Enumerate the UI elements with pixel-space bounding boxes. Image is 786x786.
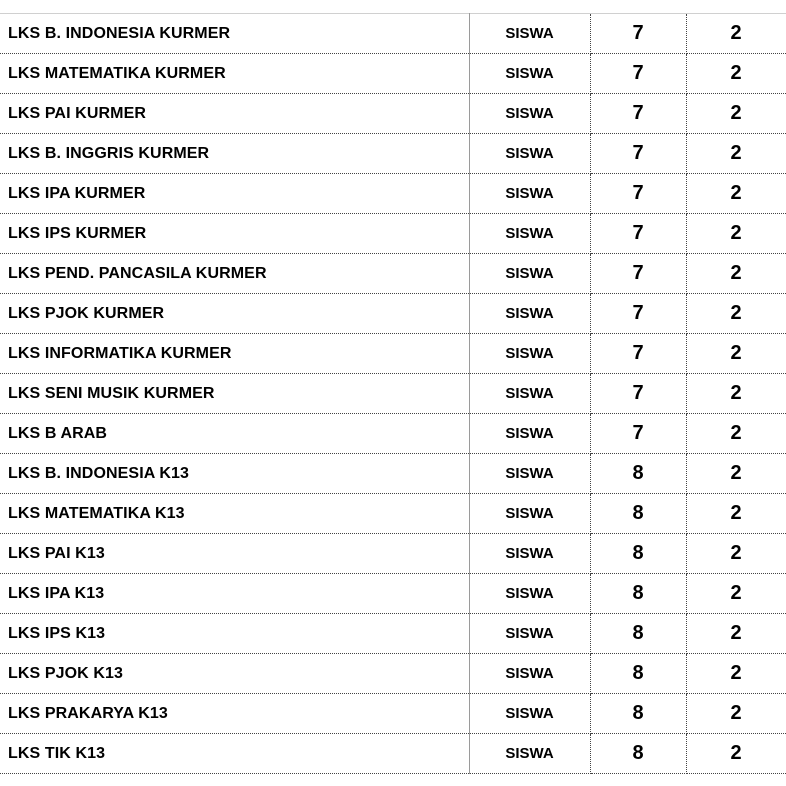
target-user-cell: SISWA <box>469 534 590 574</box>
semester-cell: 2 <box>686 614 786 654</box>
target-user-cell: SISWA <box>469 134 590 174</box>
book-title-cell: LKS IPA K13 <box>0 574 469 614</box>
book-list-body <box>0 14 786 774</box>
grade-cell: 8 <box>590 694 686 734</box>
grade-cell: 8 <box>590 574 686 614</box>
table-row <box>0 254 786 294</box>
book-title-cell: LKS PEND. PANCASILA KURMER <box>0 254 469 294</box>
book-list-table <box>0 13 786 774</box>
target-user-cell: SISWA <box>469 734 590 774</box>
book-title-cell: LKS PAI KURMER <box>0 94 469 134</box>
target-user-cell: SISWA <box>469 574 590 614</box>
grade-cell: 7 <box>590 294 686 334</box>
book-title-cell: LKS PAI K13 <box>0 534 469 574</box>
table-row <box>0 94 786 134</box>
grade-cell: 7 <box>590 214 686 254</box>
book-title-cell: LKS B. INGGRIS KURMER <box>0 134 469 174</box>
target-user-cell: SISWA <box>469 94 590 134</box>
grade-cell: 8 <box>590 454 686 494</box>
grade-cell: 7 <box>590 334 686 374</box>
semester-cell: 2 <box>686 334 786 374</box>
book-title-cell: LKS PRAKARYA K13 <box>0 694 469 734</box>
book-title-cell: LKS SENI MUSIK KURMER <box>0 374 469 414</box>
book-title-cell: LKS B. INDONESIA K13 <box>0 454 469 494</box>
table-row <box>0 134 786 174</box>
table-row <box>0 14 786 54</box>
target-user-cell: SISWA <box>469 14 590 54</box>
grade-cell: 7 <box>590 14 686 54</box>
semester-cell: 2 <box>686 14 786 54</box>
target-user-cell: SISWA <box>469 654 590 694</box>
grade-cell: 8 <box>590 734 686 774</box>
book-title-cell: LKS B ARAB <box>0 414 469 454</box>
book-title-cell: LKS INFORMATIKA KURMER <box>0 334 469 374</box>
semester-cell: 2 <box>686 454 786 494</box>
book-title-cell: LKS MATEMATIKA K13 <box>0 494 469 534</box>
book-title-cell: LKS B. INDONESIA KURMER <box>0 14 469 54</box>
semester-cell: 2 <box>686 534 786 574</box>
target-user-cell: SISWA <box>469 454 590 494</box>
semester-cell: 2 <box>686 494 786 534</box>
book-title-cell: LKS IPA KURMER <box>0 174 469 214</box>
target-user-cell: SISWA <box>469 694 590 734</box>
target-user-cell: SISWA <box>469 174 590 214</box>
table-row <box>0 494 786 534</box>
semester-cell: 2 <box>686 94 786 134</box>
table-row <box>0 694 786 734</box>
grade-cell: 7 <box>590 54 686 94</box>
semester-cell: 2 <box>686 694 786 734</box>
table-row <box>0 214 786 254</box>
grade-cell: 8 <box>590 494 686 534</box>
book-title-cell: LKS IPS K13 <box>0 614 469 654</box>
book-title-cell: LKS PJOK K13 <box>0 654 469 694</box>
target-user-cell: SISWA <box>469 414 590 454</box>
target-user-cell: SISWA <box>469 254 590 294</box>
semester-cell: 2 <box>686 174 786 214</box>
table-row <box>0 174 786 214</box>
book-title-cell: LKS TIK K13 <box>0 734 469 774</box>
table-row <box>0 654 786 694</box>
semester-cell: 2 <box>686 574 786 614</box>
target-user-cell: SISWA <box>469 334 590 374</box>
grade-cell: 8 <box>590 614 686 654</box>
table-row <box>0 614 786 654</box>
book-title-cell: LKS MATEMATIKA KURMER <box>0 54 469 94</box>
target-user-cell: SISWA <box>469 54 590 94</box>
semester-cell: 2 <box>686 654 786 694</box>
grade-cell: 8 <box>590 654 686 694</box>
semester-cell: 2 <box>686 294 786 334</box>
target-user-cell: SISWA <box>469 494 590 534</box>
semester-cell: 2 <box>686 134 786 174</box>
book-title-cell: LKS PJOK KURMER <box>0 294 469 334</box>
table-row <box>0 294 786 334</box>
grade-cell: 7 <box>590 414 686 454</box>
semester-cell: 2 <box>686 54 786 94</box>
semester-cell: 2 <box>686 214 786 254</box>
grade-cell: 7 <box>590 94 686 134</box>
table-row <box>0 414 786 454</box>
table-row <box>0 454 786 494</box>
table-row <box>0 54 786 94</box>
target-user-cell: SISWA <box>469 294 590 334</box>
target-user-cell: SISWA <box>469 614 590 654</box>
table-row <box>0 374 786 414</box>
target-user-cell: SISWA <box>469 214 590 254</box>
semester-cell: 2 <box>686 414 786 454</box>
table-row <box>0 734 786 774</box>
grade-cell: 8 <box>590 534 686 574</box>
target-user-cell: SISWA <box>469 374 590 414</box>
semester-cell: 2 <box>686 374 786 414</box>
semester-cell: 2 <box>686 734 786 774</box>
grade-cell: 7 <box>590 134 686 174</box>
grade-cell: 7 <box>590 174 686 214</box>
semester-cell: 2 <box>686 254 786 294</box>
table-row <box>0 534 786 574</box>
grade-cell: 7 <box>590 374 686 414</box>
book-title-cell: LKS IPS KURMER <box>0 214 469 254</box>
grade-cell: 7 <box>590 254 686 294</box>
table-row <box>0 574 786 614</box>
table-row <box>0 334 786 374</box>
book-list-sheet <box>0 13 786 774</box>
